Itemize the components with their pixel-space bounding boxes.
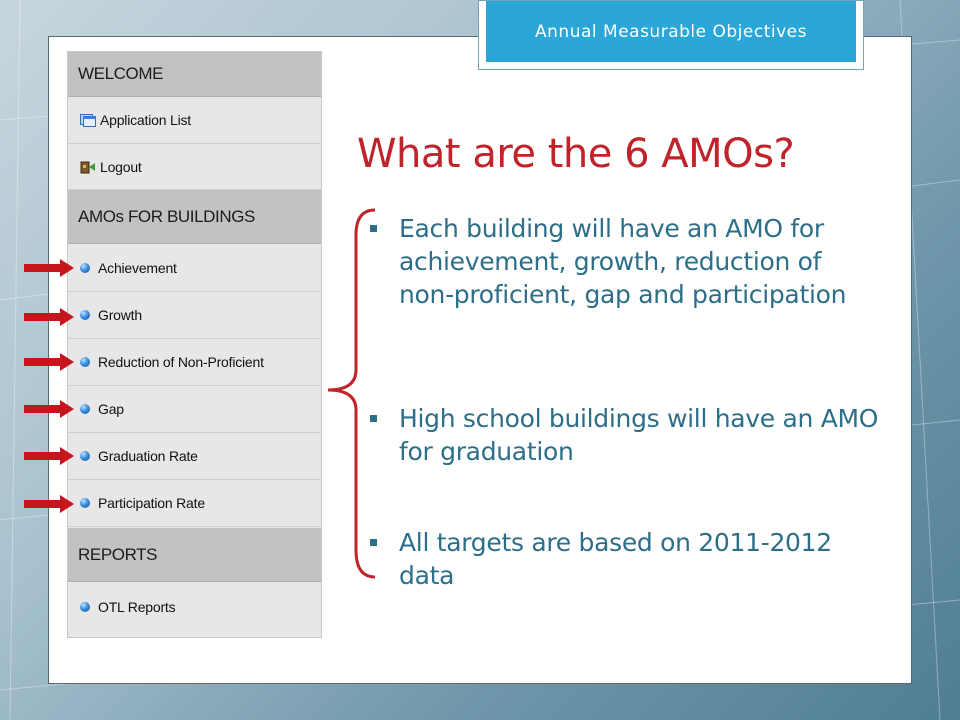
bullet-icon xyxy=(80,263,90,273)
sidebar-item-gap[interactable] xyxy=(68,386,321,433)
sidebar-item-otl-reports[interactable] xyxy=(68,582,321,632)
list-item-text: High school buildings will have an AMO for graduation xyxy=(399,404,879,466)
list-item xyxy=(370,212,880,311)
sidebar-item-application-list[interactable] xyxy=(68,97,321,144)
sidebar-item-participation-rate[interactable] xyxy=(68,480,321,527)
sidebar-item-label: Application List xyxy=(100,112,191,128)
pointer-arrows xyxy=(0,0,80,720)
sidebar-item-logout[interactable] xyxy=(68,144,321,190)
sidebar-item-label: Logout xyxy=(100,158,142,175)
bullet-icon xyxy=(80,498,90,508)
section-header-reports: REPORTS xyxy=(68,528,321,582)
sidebar-item-growth[interactable] xyxy=(68,292,321,339)
square-bullet-icon xyxy=(370,539,377,546)
arrow-right-icon xyxy=(24,308,74,326)
square-bullet-icon xyxy=(370,225,377,232)
page-title: What are the 6 AMOs? xyxy=(357,131,795,177)
sidebar-item-graduation-rate[interactable] xyxy=(68,433,321,480)
bullet-icon xyxy=(80,602,90,612)
bullet-icon xyxy=(80,451,90,461)
sidebar-item-label: Participation Rate xyxy=(98,495,205,511)
square-bullet-icon xyxy=(370,415,377,422)
sidebar-item-label: Reduction of Non-Proficient xyxy=(98,354,264,370)
sidebar-item-label: Growth xyxy=(98,307,142,323)
sidebar-item-reduction-of-non-proficient[interactable] xyxy=(68,339,321,386)
bullet-icon xyxy=(80,310,90,320)
arrow-right-icon xyxy=(24,353,74,371)
list-item xyxy=(370,526,880,592)
sidebar-item-label: OTL Reports xyxy=(98,599,176,615)
arrow-right-icon xyxy=(24,259,74,277)
arrow-right-icon xyxy=(24,400,74,418)
bullet-icon xyxy=(80,404,90,414)
arrow-right-icon xyxy=(24,447,74,465)
section-header-welcome: WELCOME xyxy=(68,52,321,97)
application-list-icon xyxy=(80,113,96,127)
arrow-right-icon xyxy=(24,495,74,513)
sidebar-item-achievement[interactable] xyxy=(68,245,321,292)
list-item-text: All targets are based on 2011-2012 data xyxy=(399,528,832,590)
sidebar-item-label: Gap xyxy=(98,401,124,417)
logout-icon xyxy=(80,160,96,174)
bullet-icon xyxy=(80,357,90,367)
sidebar-item-label: Achievement xyxy=(98,260,177,276)
header-tab-label: Annual Measurable Objectives xyxy=(486,1,856,62)
list-item-text: Each building will have an AMO for achievement, growth, reduction of non-proficient, gap and participation xyxy=(399,214,847,309)
section-header-amos: AMOs FOR BUILDINGS xyxy=(68,190,321,244)
sidebar xyxy=(67,51,322,638)
header-tab xyxy=(478,0,864,70)
list-item xyxy=(370,402,880,468)
sidebar-item-label: Graduation Rate xyxy=(98,448,198,464)
